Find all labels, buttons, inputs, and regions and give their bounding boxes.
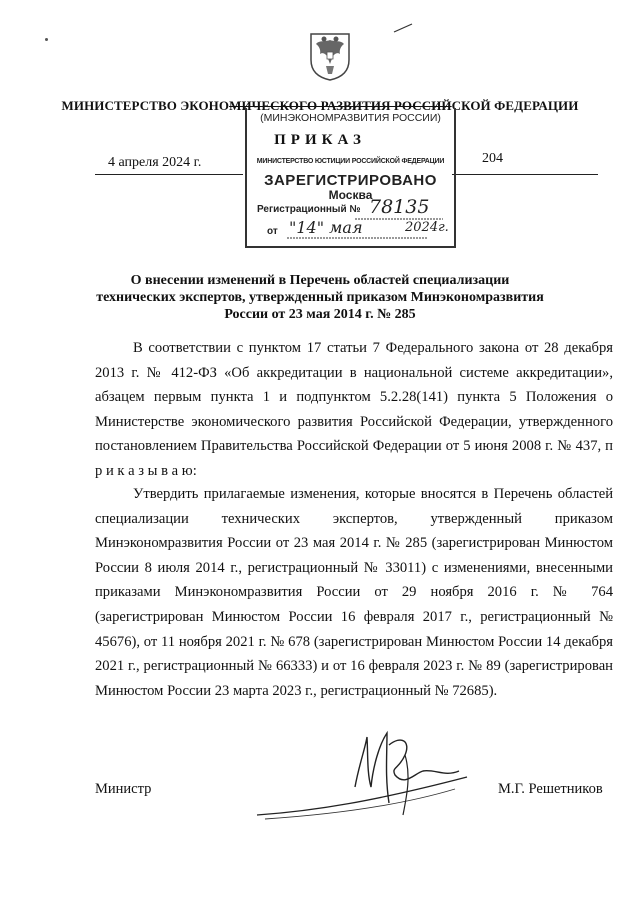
stamp-date-handwritten: "14" мая: [289, 218, 363, 237]
registration-stamp: [245, 108, 456, 248]
number-underline: [452, 174, 598, 175]
scan-speck: [45, 38, 48, 41]
stamp-year: 2024г.: [405, 220, 449, 235]
stamp-ministry-abbr: (МИНЭКОНОМРАЗВИТИЯ РОССИИ): [260, 112, 441, 124]
stamp-reg-number: 78135: [369, 196, 430, 218]
order-date: 4 апреля 2024 г.: [108, 155, 202, 170]
document-title: О внесении изменений в Перечень областей специализации технических экспертов, утвержденный приказом Минэкономразвития России от 23 мая 2014 г. № 285: [96, 273, 544, 322]
pen-mark-icon: [393, 22, 413, 34]
stamp-date-prefix: от: [267, 226, 278, 237]
signatory-name: М.Г. Решетников: [498, 781, 603, 797]
signatory-position: Министр: [95, 781, 152, 797]
date-underline: [95, 174, 243, 175]
stamp-underlines: [247, 208, 454, 242]
ministry-heading-part: СКОЙ ФЕДЕРАЦИИ: [451, 98, 579, 113]
order-title: ПРИКАЗ: [274, 132, 366, 148]
ministry-heading-part: МИЧЕСКОГО РАЗВИТИЯ РОССИЙ: [229, 98, 452, 113]
stamp-registered: ЗАРЕГИСТРИРОВАНО: [264, 172, 437, 189]
body-paragraph-1: В соответствии с пунктом 17 статьи 7 Федерального закона от 28 декабря 2013 г. № 412-ФЗ «Об аккредитации в национальной системе аккредитации», абзацем первым пункта 1 и подпунктом 5.2.28(141) пункта 5 Положения о Министерстве экономического развития Российской Федерации, утвержденного постановлением Правительства Российской Федерации от 5 июня 2008 г. № 437, п р и к а з ы в а ю:: [95, 340, 613, 479]
order-number: 204: [482, 151, 503, 166]
handwritten-signature: [255, 715, 475, 825]
stamp-justice-ministry: МИНИСТЕРСТВО ЮСТИЦИИ РОССИЙСКОЙ ФЕДЕРАЦИИ: [256, 158, 445, 165]
body-paragraph-2: Утвердить прилагаемые изменения, которые вносятся в Перечень областей специализации технических экспертов, утвержденный приказом Минэкономразвития России от 23 мая 2014 г. № 285 (зарегистрирован Минюстом России 8 июля 2014 г., регистрационный № 33011) с изменениями, внесенными приказами Минэкономразвития России от 29 ноября 2016 г. № 764 (зарегистрирован Минюстом России 16 февраля 2017 г., регистрационный № 45676), от 11 ноября 2021 г. № 678 (зарегистрирован Минюстом России 14 декабря 2021 г., регистрационный № 66333) и от 16 февраля 2023 г. № 89 (зарегистрирован Минюстом России 23 марта 2023 г., регистрационный № 72685).: [95, 486, 613, 699]
stamp-city: Москва: [328, 188, 373, 202]
stamp-reg-label: Регистрационный №: [257, 204, 361, 215]
ministry-heading-part: МИНИСТЕРСТВО ЭКОНО: [61, 98, 230, 113]
coat-of-arms-icon: [307, 30, 353, 82]
